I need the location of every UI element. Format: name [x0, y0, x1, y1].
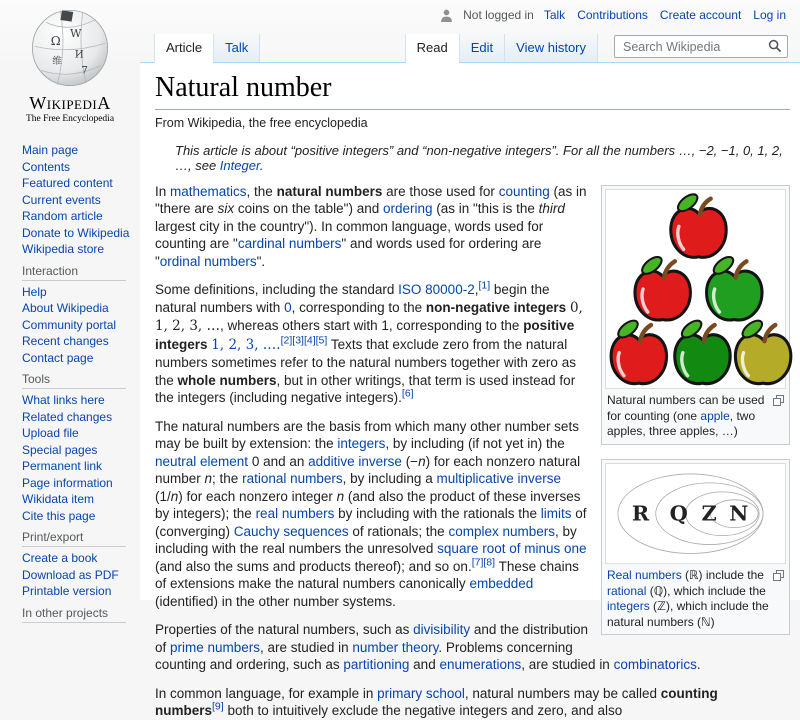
text-run: n — [418, 453, 426, 469]
globe-character: Ω — [50, 33, 61, 48]
article-content — [140, 63, 800, 719]
wiki-link[interactable]: additive inverse — [308, 453, 402, 469]
text-run: ) for each nonzero integer — [178, 488, 337, 504]
personal-link-talk[interactable]: Talk — [543, 8, 566, 22]
text-run: ". — [256, 253, 266, 269]
text-run: , by including a — [342, 471, 437, 487]
wiki-link[interactable]: counting — [498, 183, 550, 199]
tab-article[interactable]: Article — [154, 34, 213, 63]
wiki-link[interactable]: integers — [607, 599, 650, 614]
wiki-link[interactable]: Real numbers — [607, 568, 682, 583]
login-status: Not logged in — [463, 8, 534, 22]
sidebar-item-help[interactable]: Help — [22, 284, 47, 299]
wiki-link[interactable]: Integer — [219, 157, 260, 173]
text-run: n — [336, 488, 345, 504]
search-icon[interactable] — [768, 39, 782, 53]
text-run: of rationals; the — [348, 523, 449, 539]
sidebar-portal — [22, 606, 134, 623]
text-run: Natural numbers can be used for counting (one — [607, 393, 765, 423]
text-run: are those used for — [382, 183, 499, 199]
text-run: and the distribution of — [155, 622, 588, 655]
apple-shape — [735, 317, 790, 383]
missing-puzzle-piece — [60, 10, 73, 21]
text-run: whole numbers — [177, 372, 277, 388]
wiki-link[interactable]: prime numbers — [170, 639, 261, 655]
wiki-link[interactable]: complex numbers — [448, 523, 555, 539]
text-run: . — [696, 657, 701, 673]
set-label-Q: Q — [669, 500, 688, 526]
sidebar-item-download-as-pdf[interactable]: Download as PDF — [22, 567, 119, 582]
wiki-link[interactable]: 0 — [284, 299, 292, 315]
text-run: (ℝ) include the — [681, 568, 764, 583]
sidebar-item-about-wikipedia[interactable]: About Wikipedia — [22, 301, 109, 315]
tabs-row — [140, 34, 800, 63]
text-run: The natural numbers are the basis from which many other number sets may be built by extension: the — [155, 418, 579, 452]
sidebar-item-current-events[interactable]: Current events — [22, 192, 101, 207]
text-run: Properties of the natural numbers, such as — [155, 622, 414, 638]
text-run: , corresponding to the — [291, 299, 426, 315]
paragraph-5 — [155, 685, 790, 720]
apple-shape — [707, 253, 762, 319]
text-run: counting numbers — [155, 685, 718, 719]
text-run: (as in "this is the — [432, 201, 539, 217]
text-run: , are studied in — [521, 657, 614, 673]
sidebar-portal — [22, 142, 134, 258]
text-run: non-negative integers — [425, 299, 567, 315]
wiki-link[interactable]: rational — [607, 583, 647, 598]
hatnote — [155, 143, 790, 173]
text-run: begin the natural numbers with — [155, 282, 550, 315]
apple-shape — [675, 317, 730, 383]
wiki-link[interactable]: cardinal numbers — [237, 236, 342, 252]
sidebar-item-recent-changes[interactable]: Recent changes — [22, 334, 109, 348]
text-run: . Problems concerning counting and ordering, such as — [155, 639, 573, 673]
wikipedia-logo[interactable] — [0, 0, 140, 130]
wiki-link[interactable]: ordering — [382, 201, 433, 217]
globe-character: 维 — [52, 56, 62, 67]
text-run: 0, 1, 2, 3, … — [155, 299, 583, 335]
text-run: third — [538, 201, 565, 217]
globe-character: И — [74, 48, 84, 61]
wiki-link[interactable]: number theory — [352, 639, 439, 655]
personal-link-log-in[interactable]: Log in — [753, 8, 786, 22]
wiki-link[interactable]: apple — [700, 408, 730, 423]
caption-text — [607, 568, 769, 629]
number-sets-image[interactable] — [605, 463, 786, 564]
personal-link-contributions[interactable]: Contributions — [577, 8, 648, 22]
wiki-link[interactable]: primary school — [377, 685, 465, 701]
thumbnail-apples[interactable] — [601, 185, 790, 445]
site-subtitle: From Wikipedia, the free encyclopedia — [155, 115, 368, 130]
text-run: (and also the product of these inverses by integers); the — [155, 488, 581, 522]
thumbnail-caption — [605, 389, 786, 441]
wiki-link[interactable]: square root of minus one — [437, 541, 587, 557]
text-run: ; the — [212, 471, 243, 487]
text-run: by including with the rationals the — [334, 506, 541, 522]
personal-bar — [440, 8, 786, 22]
sidebar-item-wikidata-item[interactable]: Wikidata item — [22, 492, 95, 506]
sidebar-item-related-changes[interactable]: Related changes — [22, 409, 113, 424]
wiki-link[interactable]: divisibility — [413, 622, 471, 638]
sidebar-section-header: Print/export — [22, 530, 126, 547]
sidebar-portal — [22, 264, 134, 367]
sidebar-section-header: In other projects — [22, 606, 126, 623]
sidebar-item-donate-to-wikipedia[interactable]: Donate to Wikipedia — [22, 225, 130, 240]
wiki-link[interactable]: limits — [540, 506, 572, 522]
text-run: (and also the sums and products thereof); and so on. — [155, 558, 472, 574]
wiki-link[interactable]: multiplicative inverse — [436, 471, 561, 487]
text-run: . — [259, 157, 264, 173]
namespace-tabs — [154, 34, 260, 62]
tab-view-history[interactable]: View history — [504, 34, 598, 62]
reference-link[interactable]: [6] — [401, 387, 414, 400]
text-run: (1/ — [155, 488, 171, 504]
wiki-link[interactable]: integers — [337, 436, 386, 452]
apples-image[interactable] — [605, 189, 786, 390]
reference-link[interactable]: [7][8] — [471, 556, 496, 569]
text-run: , by including (if not yet in) the — [385, 436, 565, 452]
personal-link-create-account[interactable]: Create account — [659, 8, 742, 22]
text-run: (− — [401, 453, 419, 469]
text-run: (ℤ), which include the natural numbers (ℕ) — [607, 599, 769, 629]
enlarge-icon[interactable] — [773, 395, 784, 411]
text-run: six — [217, 201, 235, 217]
sidebar-item-upload-file[interactable]: Upload file — [22, 426, 79, 440]
text-run: In common language, for example in — [155, 685, 378, 701]
thumbnail-number-sets[interactable] — [601, 459, 790, 635]
reference-link[interactable]: [1] — [478, 279, 491, 292]
text-run: and — [409, 657, 440, 673]
text-run: , by including with the real numbers the unresolved — [155, 523, 577, 557]
text-run: ) for each nonzero natural number — [155, 453, 581, 487]
tab-read[interactable]: Read — [405, 34, 459, 63]
apples-illustration — [606, 190, 785, 389]
text-run: , whereas others start with 1, corresponding to the — [220, 318, 524, 334]
search-box — [614, 35, 788, 58]
sidebar-portals — [0, 130, 140, 623]
logo-tagline: The Free Encyclopedia — [25, 114, 115, 124]
wiki-link[interactable]: ISO 80000-2 — [398, 282, 475, 298]
sidebar-portal — [22, 372, 134, 524]
wikipedia-globe-icon — [30, 8, 110, 88]
set-label-R: R — [631, 500, 650, 526]
number-sets-diagram — [606, 464, 785, 563]
wiki-link[interactable]: rational numbers — [242, 471, 343, 487]
text-run: (identified) in the other number systems. — [155, 593, 396, 609]
sidebar-section-header: Interaction — [22, 264, 126, 281]
text-run: These chains of extensions make the natural numbers canonically — [155, 558, 579, 592]
wiki-link[interactable]: combinatorics — [613, 657, 697, 673]
sidebar-item-what-links-here[interactable]: What links here — [22, 393, 105, 407]
text-run: n — [204, 471, 213, 487]
apple-shape — [671, 191, 726, 257]
text-run: (as in "there are — [155, 183, 587, 217]
text-run: positive integers — [155, 318, 575, 352]
thumbnail-caption — [605, 564, 786, 631]
text-run: " and words used for ordering are " — [155, 236, 542, 269]
tab-edit[interactable]: Edit — [459, 34, 504, 62]
apple-shape — [611, 317, 666, 383]
text-run: largest city in the country"). In common language, words used for counting are " — [155, 218, 544, 252]
search-input[interactable] — [615, 36, 787, 57]
sidebar-item-featured-content[interactable]: Featured content — [22, 176, 113, 190]
sidebar — [0, 0, 140, 620]
wiki-link[interactable]: partitioning — [343, 657, 410, 673]
sidebar-item-contact-page[interactable]: Contact page — [22, 350, 94, 365]
logo-wordmark: WikipediA — [29, 93, 111, 113]
tab-talk[interactable]: Talk — [213, 34, 260, 62]
sidebar-item-special-pages[interactable]: Special pages — [22, 442, 98, 457]
text-run: This article is about “positive integers” and “non-negative integers”. For all the numbers …, −2, −1, 0, 1, 2, …, see — [175, 142, 783, 173]
text-run: In — [155, 183, 171, 199]
personal-links — [544, 8, 786, 22]
sidebar-section-header: Tools — [22, 372, 126, 389]
text-run: , are studied in — [260, 639, 353, 655]
wiki-link[interactable]: 1, 2, 3, …. — [211, 336, 281, 353]
wiki-link[interactable]: enumerations — [439, 657, 522, 673]
sidebar-item-page-information[interactable]: Page information — [22, 475, 113, 490]
page-title: Natural number — [155, 71, 790, 110]
text-run: coins on the table") and — [234, 201, 383, 217]
globe-character: 7 — [81, 64, 88, 77]
header — [140, 0, 800, 63]
sidebar-item-permanent-link[interactable]: Permanent link — [22, 459, 103, 473]
caption-text — [607, 393, 764, 438]
wiki-link[interactable]: mathematics — [170, 183, 247, 199]
sidebar-portal — [22, 530, 134, 600]
set-label-N: N — [729, 500, 749, 526]
wiki-link[interactable]: real numbers — [255, 506, 335, 522]
text-run: both to intuitively exclude the negative integers and zero, and also — [223, 703, 623, 719]
enlarge-icon[interactable] — [773, 570, 784, 586]
sidebar-item-printable-version[interactable]: Printable version — [22, 584, 112, 598]
reference-link[interactable]: [9] — [212, 700, 224, 713]
globe-character: W — [70, 26, 82, 40]
sidebar-item-community-portal[interactable]: Community portal — [22, 317, 117, 332]
text-run: , the — [246, 183, 277, 199]
sidebar-item-wikipedia-store[interactable]: Wikipedia store — [22, 242, 105, 256]
reference-link[interactable]: [2][3][4][5] — [280, 334, 328, 347]
text-run: natural numbers — [276, 183, 383, 199]
wiki-link[interactable]: embedded — [469, 576, 534, 592]
sidebar-item-create-a-book[interactable]: Create a book — [22, 551, 98, 565]
sidebar-item-contents[interactable]: Contents — [22, 159, 71, 174]
text-run: , but in other writings, that term is used instead for the integers (including negative integers). — [155, 372, 576, 406]
text-run: 0 and an — [248, 453, 309, 469]
text-run: of (converging) — [155, 506, 587, 539]
sidebar-item-random-article[interactable]: Random article — [22, 209, 103, 223]
apple-shape — [635, 253, 690, 319]
wiki-link[interactable]: neutral element — [155, 453, 249, 469]
text-run: , — [474, 282, 479, 298]
text-run: , two apples, three apples, …) — [607, 408, 756, 439]
sidebar-item-cite-this-page[interactable]: Cite this page — [22, 508, 96, 523]
wiki-link[interactable]: Cauchy sequences — [233, 523, 349, 539]
view-tabs — [405, 34, 598, 62]
text-run: , natural numbers may be called — [464, 685, 661, 701]
user-icon — [440, 9, 453, 22]
sidebar-item-main-page[interactable]: Main page — [22, 143, 79, 157]
text-run: Some definitions, including the standard — [155, 282, 399, 298]
text-run: n — [170, 488, 179, 504]
text-run: (ℚ), which include the — [646, 583, 766, 598]
set-label-Z: Z — [701, 500, 717, 526]
wiki-link[interactable]: ordinal numbers — [159, 253, 257, 269]
article-body — [155, 183, 790, 720]
text-run: Texts that exclude zero from the natural numbers sometimes refer to the natural numbers together with zero as the — [155, 336, 576, 388]
